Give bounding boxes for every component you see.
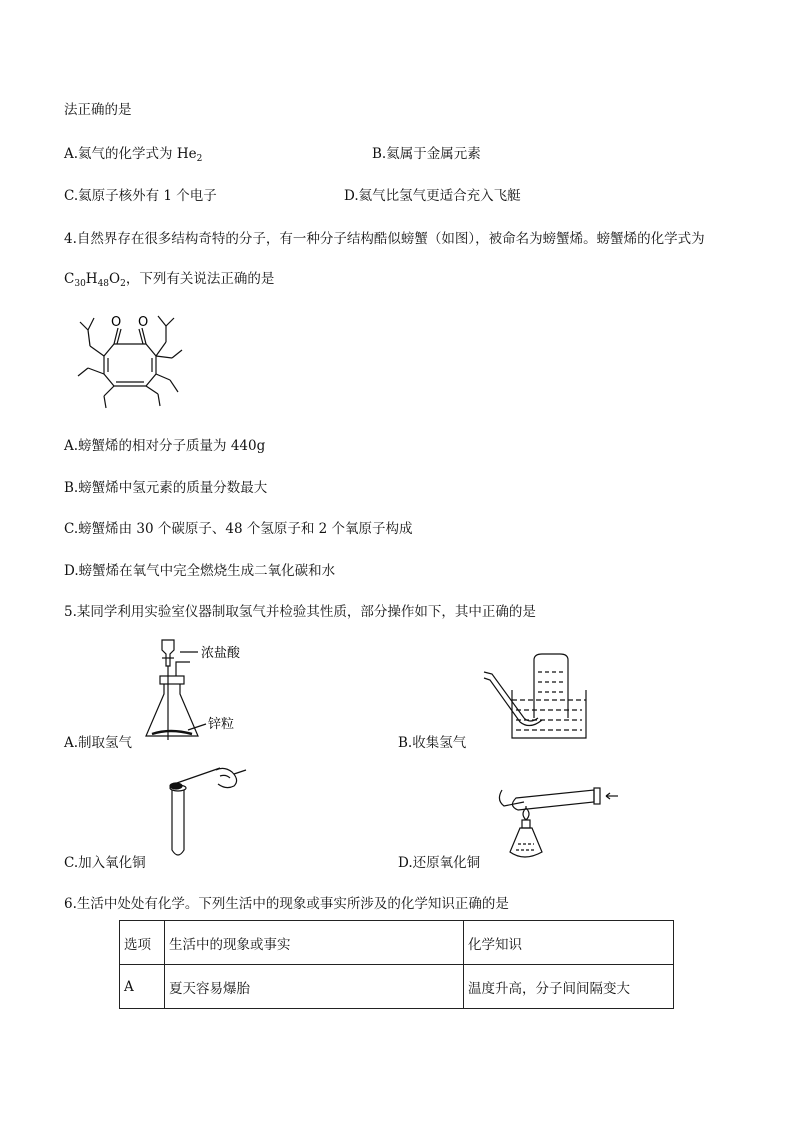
q4-option-d: D.螃蟹烯在氧气中完全燃烧生成二氧化碳和水 [64,563,336,579]
q4-option-b: B.螃蟹烯中氢元素的质量分数最大 [64,480,268,496]
table-header-cell: 选项 [120,921,165,965]
table-cell: A [120,965,165,1009]
q5-stem: 5.某同学利用实验室仪器制取氢气并检验其性质，部分操作如下，其中正确的是 [64,604,536,620]
table-header-cell: 生活中的现象或事实 [165,921,464,965]
oxygen-label-left: O [111,315,122,330]
table-cell: 温度升高，分子间间隔变大 [464,965,674,1009]
q3-option-a: A.氦气的化学式为 $He_2$ [64,146,203,164]
figure-hydrogen-generation [140,636,290,748]
q5-option-b: B.收集氢气 [398,735,467,751]
q5-option-d: D.还原氧化铜 [398,855,481,871]
q3-option-c: C.氦原子核外有 1 个电子 [64,188,217,204]
figure-hydrogen-collection [480,652,590,742]
q3-stem-tail: 法正确的是 [64,102,132,118]
label-conc-hcl: 浓盐酸 [201,646,241,661]
q4-stem-line1: 4.自然界存在很多结构奇特的分子，有一种分子结构酷似螃蟹（如图），被命名为螃蟹烯。螃蟹烯的化学式为 [64,231,705,247]
q6-stem: 6.生活中处处有化学。下列生活中的现象或事实所涉及的化学知识正确的是 [64,896,509,912]
table-row [120,965,674,1009]
table-cell: 夏天容易爆胎 [165,965,464,1009]
table-header-row [120,921,674,965]
q5-option-c: C.加入氧化铜 [64,855,146,871]
table-header-cell: 化学知识 [464,921,674,965]
q4-option-a: A.螃蟹烯的相对分子质量为 440g [64,438,266,454]
q4-option-c: C.螃蟹烯由 30 个碳原子、48 个氢原子和 2 个氧原子构成 [64,521,413,537]
label-zinc: 锌粒 [208,717,235,732]
crab-molecule-structure [66,306,196,410]
figure-reduce-copper-oxide [494,776,624,866]
q4-stem-line2: $C_{30}H_{48}O_2$，下列有关说法正确的是 [64,271,275,289]
q5-option-a: A.制取氢气 [64,735,133,751]
oxygen-label-right: O [138,315,149,330]
figure-add-copper-oxide [160,766,250,862]
q3-option-d: D.氦气比氢气更适合充入飞艇 [344,188,521,204]
q6-table [119,920,674,1009]
q3-option-b: B.氦属于金属元素 [372,146,481,162]
